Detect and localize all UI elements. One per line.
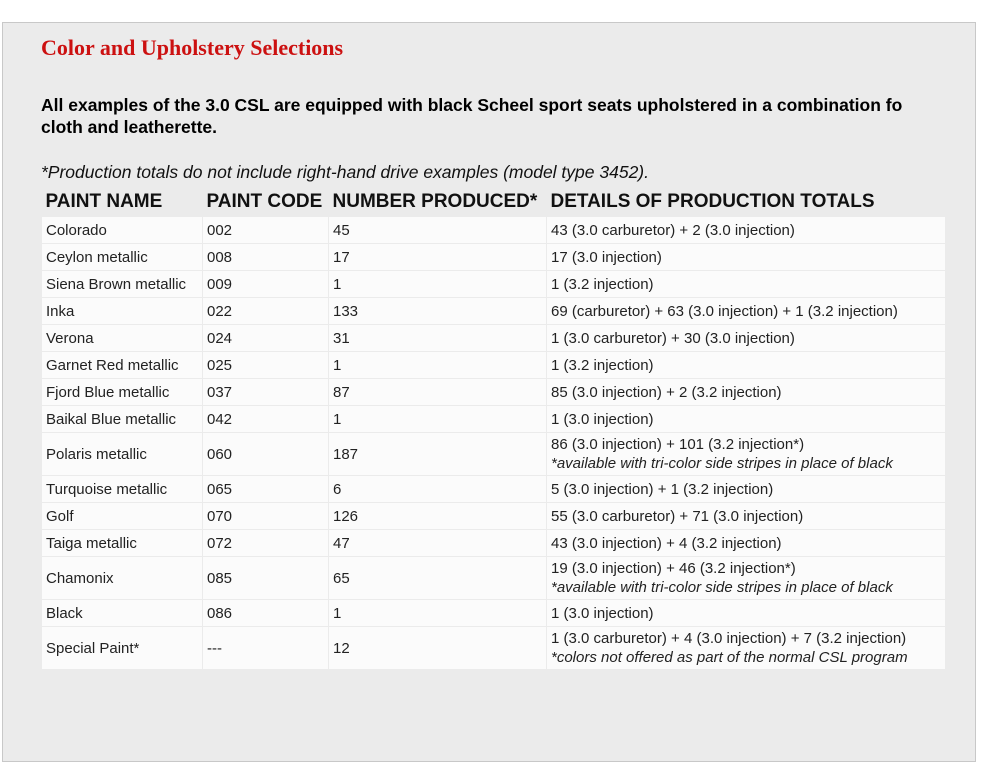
details-text: 17 (3.0 injection)	[551, 248, 662, 266]
paint-name-cell: Siena Brown metallic	[42, 271, 203, 298]
number-produced-cell: 47	[329, 530, 547, 557]
table-row	[42, 476, 946, 503]
details-cell	[547, 433, 946, 476]
paint-name-cell: Fjord Blue metallic	[42, 379, 203, 406]
paint-name-cell: Taiga metallic	[42, 530, 203, 557]
number-produced-cell: 65	[329, 557, 547, 600]
table-row	[42, 325, 946, 352]
details-cell	[547, 503, 946, 530]
paint-name-cell: Chamonix	[42, 557, 203, 600]
number-produced-cell: 45	[329, 217, 547, 244]
number-produced-cell: 1	[329, 271, 547, 298]
details-text: 43 (3.0 carburetor) + 2 (3.0 injection)	[551, 221, 795, 239]
paint-name-cell: Golf	[42, 503, 203, 530]
paint-code-cell: 025	[203, 352, 329, 379]
paint-name-cell: Inka	[42, 298, 203, 325]
paint-code-cell: 042	[203, 406, 329, 433]
details-text: 85 (3.0 injection) + 2 (3.2 injection)	[551, 383, 782, 401]
header-paint-code: PAINT CODE	[203, 187, 329, 217]
table-row	[42, 271, 946, 298]
paint-name-cell: Turquoise metallic	[42, 476, 203, 503]
table-body	[42, 217, 946, 670]
details-cell	[547, 557, 946, 600]
details-text: 1 (3.2 injection)	[551, 275, 654, 293]
details-text: 86 (3.0 injection) + 101 (3.2 injection*)	[551, 436, 805, 453]
paint-code-cell: 037	[203, 379, 329, 406]
details-footnote: *available with tri-color side stripes in place of black	[551, 455, 893, 472]
details-text: 1 (3.0 carburetor) + 30 (3.0 injection)	[551, 329, 795, 347]
table-row	[42, 217, 946, 244]
details-cell	[547, 627, 946, 670]
details-footnote: *available with tri-color side stripes in place of black	[551, 579, 893, 596]
details-cell	[547, 600, 946, 627]
details-cell	[547, 271, 946, 298]
details-cell	[547, 325, 946, 352]
paint-table	[41, 187, 946, 670]
table-row	[42, 530, 946, 557]
paint-name-cell: Verona	[42, 325, 203, 352]
table-row	[42, 244, 946, 271]
paint-code-cell: 024	[203, 325, 329, 352]
number-produced-cell: 1	[329, 600, 547, 627]
details-cell	[547, 406, 946, 433]
paint-code-cell: 065	[203, 476, 329, 503]
number-produced-cell: 133	[329, 298, 547, 325]
details-cell	[547, 244, 946, 271]
intro-text: All examples of the 3.0 CSL are equipped with black Scheel sport seats upholstered in a combination fo cloth and leatherette.	[41, 95, 903, 137]
number-produced-cell: 31	[329, 325, 547, 352]
details-text: 69 (carburetor) + 63 (3.0 injection) + 1 (3.2 injection)	[551, 302, 898, 320]
number-produced-cell: 1	[329, 352, 547, 379]
number-produced-cell: 12	[329, 627, 547, 670]
paint-name-cell: Ceylon metallic	[42, 244, 203, 271]
header-paint-name: PAINT NAME	[42, 187, 203, 217]
details-text: 1 (3.0 injection)	[551, 410, 654, 428]
table-row	[42, 352, 946, 379]
paint-code-cell: 072	[203, 530, 329, 557]
paint-code-cell: ---	[203, 627, 329, 670]
number-produced-cell: 17	[329, 244, 547, 271]
paint-code-cell: 085	[203, 557, 329, 600]
details-text: 55 (3.0 carburetor) + 71 (3.0 injection)	[551, 507, 804, 525]
paint-name-cell: Baikal Blue metallic	[42, 406, 203, 433]
table-row	[42, 557, 946, 600]
details-cell	[547, 379, 946, 406]
paint-code-cell: 060	[203, 433, 329, 476]
table-row	[42, 627, 946, 670]
details-cell	[547, 352, 946, 379]
table-row	[42, 433, 946, 476]
table-row	[42, 503, 946, 530]
paint-code-cell: 022	[203, 298, 329, 325]
details-text: 1 (3.2 injection)	[551, 356, 654, 374]
details-text: 19 (3.0 injection) + 46 (3.2 injection*)	[551, 560, 796, 577]
details-footnote: *colors not offered as part of the normal CSL program	[551, 649, 908, 666]
paint-code-cell: 002	[203, 217, 329, 244]
details-text: 43 (3.0 injection) + 4 (3.2 injection)	[551, 534, 782, 552]
details-cell	[547, 530, 946, 557]
details-text: 1 (3.0 carburetor) + 4 (3.0 injection) + 7 (3.2 injection)	[551, 630, 907, 647]
number-produced-cell: 187	[329, 433, 547, 476]
content-panel	[2, 22, 976, 762]
paint-name-cell: Black	[42, 600, 203, 627]
production-note: *Production totals do not include right-hand drive examples (model type 3452).	[41, 162, 649, 182]
number-produced-cell: 126	[329, 503, 547, 530]
paint-code-cell: 008	[203, 244, 329, 271]
table-row	[42, 406, 946, 433]
header-details: DETAILS OF PRODUCTION TOTALS	[547, 187, 946, 217]
details-cell	[547, 476, 946, 503]
table-header-row	[42, 187, 946, 217]
table-row	[42, 600, 946, 627]
header-number-produced: NUMBER PRODUCED*	[329, 187, 547, 217]
paint-name-cell: Special Paint*	[42, 627, 203, 670]
paint-code-cell: 086	[203, 600, 329, 627]
paint-code-cell: 070	[203, 503, 329, 530]
details-text: 5 (3.0 injection) + 1 (3.2 injection)	[551, 480, 774, 498]
paint-code-cell: 009	[203, 271, 329, 298]
details-cell	[547, 298, 946, 325]
section-title: Color and Upholstery Selections	[41, 35, 344, 60]
details-cell	[547, 217, 946, 244]
details-text: 1 (3.0 injection)	[551, 604, 654, 622]
paint-name-cell: Colorado	[42, 217, 203, 244]
number-produced-cell: 87	[329, 379, 547, 406]
number-produced-cell: 1	[329, 406, 547, 433]
paint-name-cell: Garnet Red metallic	[42, 352, 203, 379]
table-row	[42, 379, 946, 406]
number-produced-cell: 6	[329, 476, 547, 503]
paint-name-cell: Polaris metallic	[42, 433, 203, 476]
table-row	[42, 298, 946, 325]
